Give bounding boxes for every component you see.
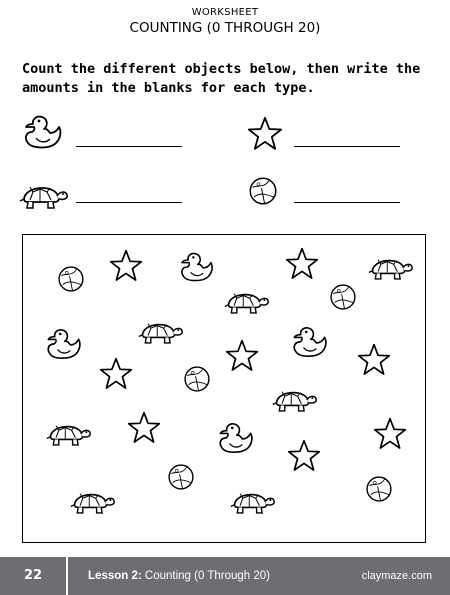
worksheet-label: WORKSHEET [191, 7, 259, 18]
star-icon [109, 249, 143, 283]
ball-icon [365, 475, 393, 503]
ball-icon [57, 265, 85, 293]
turtle-icon [137, 315, 183, 347]
turtle-answer-blank[interactable] [76, 202, 182, 203]
turtle-icon [229, 485, 275, 517]
turtle-icon [271, 383, 317, 415]
star-icon [373, 417, 407, 451]
turtle-icon [45, 417, 91, 449]
duck-answer-blank[interactable] [76, 146, 182, 147]
ball-icon [167, 463, 195, 491]
ball-icon [248, 176, 278, 206]
site-name: claymaze.com [361, 570, 432, 582]
page-number: 22 [23, 568, 43, 583]
lesson-title [88, 557, 270, 595]
ball-icon [329, 283, 357, 311]
star-icon [127, 411, 161, 445]
star-icon [99, 357, 133, 391]
star-icon [357, 343, 391, 377]
duck-icon [213, 419, 257, 457]
lesson-label: Lesson 2: [88, 570, 142, 582]
footer-divider [66, 557, 68, 595]
turtle-icon [18, 178, 68, 212]
star-icon [247, 116, 283, 152]
turtle-icon [223, 285, 269, 317]
page-title: COUNTING (0 THROUGH 20) [129, 20, 321, 36]
instructions: Count the different objects below, then write the amounts in the blanks for each type. [22, 61, 421, 96]
lesson-name: Counting (0 Through 20) [144, 570, 270, 582]
ball-icon [183, 365, 211, 393]
turtle-icon [69, 485, 115, 517]
counting-box [22, 234, 426, 543]
duck-icon [41, 325, 85, 363]
duck-icon [175, 249, 217, 285]
duck-icon [18, 112, 66, 152]
star-answer-blank[interactable] [294, 146, 400, 147]
ball-answer-blank[interactable] [294, 202, 400, 203]
star-icon [287, 439, 321, 473]
footer-bar [0, 557, 450, 595]
turtle-icon [367, 251, 413, 283]
duck-icon [287, 323, 331, 361]
star-icon [225, 339, 259, 373]
star-icon [285, 247, 319, 281]
